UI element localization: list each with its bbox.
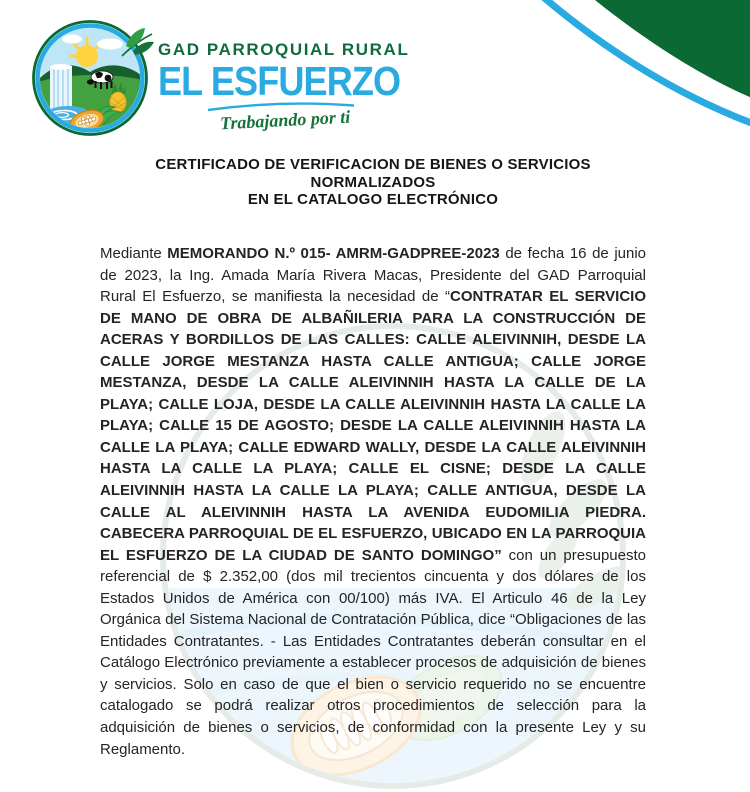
document-title-line-2: NORMALIZADOS [310, 173, 436, 191]
document-title-line-1: CERTIFICADO DE VERIFICACION DE BIENES O SERVICIOS [155, 156, 591, 173]
header-logo [30, 18, 433, 138]
org-type-label: GAD PARROQUIAL RURAL [158, 40, 410, 59]
document-title [100, 156, 646, 209]
corner-swoosh-decoration-icon [490, 0, 750, 130]
org-tagline: Trabajando por ti [219, 106, 351, 134]
logo-text-block [158, 18, 433, 138]
document-body-paragraph: Mediante MEMORANDO N.º 015- AMRM-GADPREE-2023 de fecha 16 de junio de 2023, la Ing. Amada María Rivera Macas, Presidente del GAD Parroquial Rural El Esfuerzo, se manifiesta la necesidad de “CONTRATAR EL SERVICIO DE MANO DE OBRA DE ALBAÑILERIA PARA LA CONSTRUCCIÓN DE ACERAS Y BORDILLOS DE LAS CALLES: CALLE ALEIVINNIH, DESDE LA CALLE JORGE MESTANZA HASTA CALLE ANTIGUA; CALLE JORGE MESTANZA, DESDE LA CALLE ALEIVINNIH HASTA LA CALLE DE LA PLAYA; CALLE LOJA, DESDE LA CALLE ALEIVINNIH HASTA LA CALLE LA PLAYA; CALLE 15 DE AGOSTO; DESDE LA CALLE ALEIVINNIH HASTA LA CALLE LA PLAYA; CALLE EDWARD WALLY, DESDE LA CALLE ALEIVINNIH HASTA LA CALLE LA PLAYA; CALLE EL CISNE; DESDE LA CALLE ALEIVINNIH HASTA LA CALLE LA PLAYA; CALLE ANTIGUA, DESDE LA CALLE AL ALEIVINNIH HASTA LA AVENIDA EUDOMILIA PIEDRA. CABECERA PARROQUIAL DE EL ESFUERZO, UBICADO EN LA PARROQUIA EL ESFUERZO DE LA CIUDAD DE SANTO DOMINGO” con un presupuesto referencial de $ 2.352,00 (dos mil trecientos cincuenta y dos dólares de los Estados Unidos de América con 00/100) más IVA. El Articulo 46 de la Ley Orgánica del Sistema Nacional de Contratación Pública, dice “Obligaciones de las Entidades Contratantes. - Las Entidades Contratantes deberán consultar en el Catálogo Electrónico previamente a establecer procesos de adquisición de bienes y servicios. Solo en caso de que el bien o servicio requerido no se encuentre catalogado se podrá realizar otros procedimientos de selección para la adquisición de bienes o servicios, de conformidad con la presente Ley y su Reglamento. [100, 245, 647, 758]
document-title-line-3: EN EL CATALOGO ELECTRÓNICO [247, 191, 499, 209]
el-esfuerzo-emblem-icon [30, 18, 150, 138]
org-name: EL ESFUERZO [158, 58, 401, 104]
